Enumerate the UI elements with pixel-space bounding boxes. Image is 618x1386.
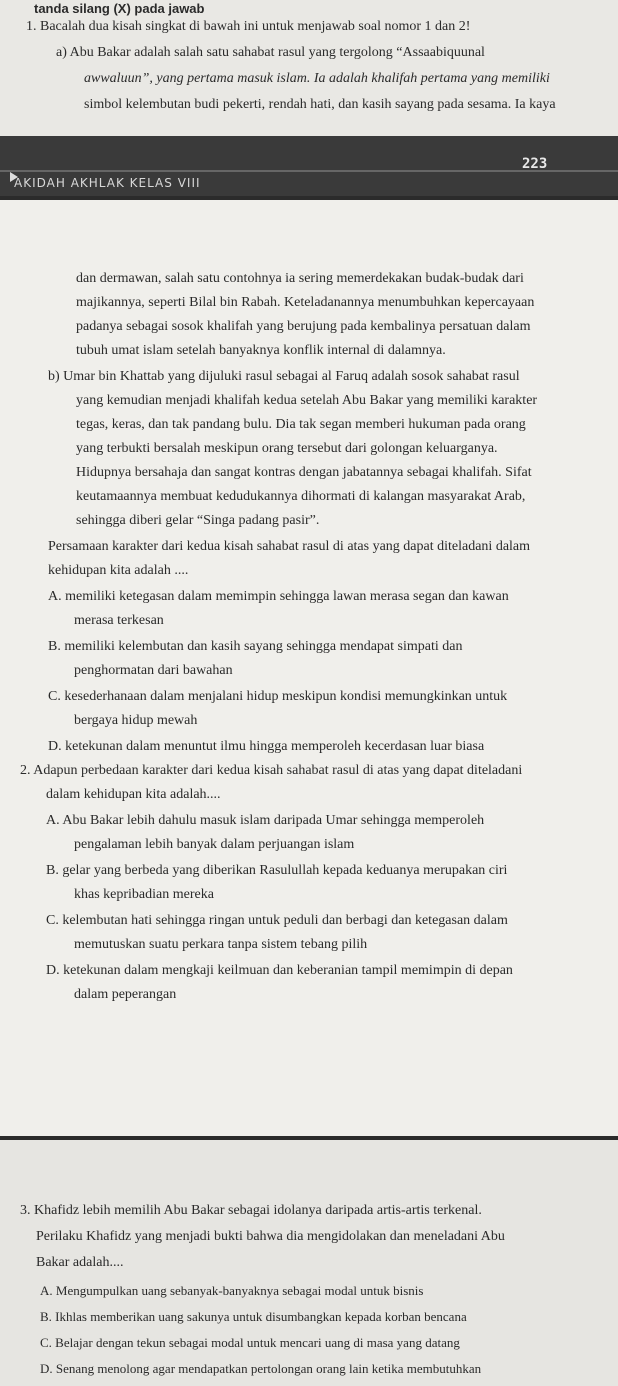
question-line: Perilaku Khafidz yang menjadi bukti bahwa dia mengidolakan dan meneladani Abu: [36, 1229, 505, 1244]
question-line: dalam kehidupan kita adalah....: [46, 787, 221, 802]
option-line: khas kepribadian mereka: [74, 887, 214, 902]
text-line: yang terbukti bersalah meskipun orang tersebut dari golongan keluarganya.: [76, 441, 498, 456]
text-line: b) Umar bin Khattab yang dijuluki rasul sebagai al Faruq adalah sosok sahabat rasul: [48, 369, 520, 384]
option-line: penghormatan dari bawahan: [74, 663, 233, 678]
question-line: Bakar adalah....: [36, 1255, 124, 1270]
page-number: 223: [522, 156, 548, 172]
question-line: 2. Adapun perbedaan karakter dari kedua kisah sahabat rasul di atas yang dapat diteladani: [20, 763, 523, 778]
instruction-1: 1. Bacalah dua kisah singkat di bawah ini untuk menjawab soal nomor 1 dan 2!: [26, 19, 471, 34]
text-line: Hidupnya bersahaja dan sangat kontras dengan jabatannya sebagai khalifah. Sifat: [76, 465, 532, 480]
option-line: dalam peperangan: [74, 987, 177, 1002]
option-line: pengalaman lebih banyak dalam perjuangan islam: [74, 837, 355, 852]
photo-page-middle: [0, 200, 618, 1136]
text-line: keutamaannya membuat kedudukannya dihormati di kalangan masyarakat Arab,: [76, 489, 526, 504]
option-line: memutuskan suatu perkara tanpa sistem tebang pilih: [74, 937, 368, 952]
story-a-line-1: a) Abu Bakar adalah salah satu sahabat rasul yang tergolong “Assaabiquunal: [56, 45, 485, 60]
photo-page-top: [0, 0, 618, 196]
text-line: Persamaan karakter dari kedua kisah sahabat rasul di atas yang dapat diteladani dalam: [48, 539, 531, 554]
option-line: D. Senang menolong agar mendapatkan pertolongan orang lain ketika membutuhkan: [40, 1361, 482, 1376]
option-line: B. memiliki kelembutan dan kasih sayang sehingga mendapat simpati dan: [48, 639, 463, 654]
option-line: B. gelar yang berbeda yang diberikan Rasulullah kepada keduanya merupakan ciri: [46, 863, 508, 878]
running-head: AKIDAH AKHLAK KELAS VIII: [14, 176, 201, 190]
option-line: A. Abu Bakar lebih dahulu masuk islam daripada Umar sehingga memperoleh: [46, 813, 485, 828]
question-line: 3. Khafidz lebih memilih Abu Bakar sebagai idolanya daripada artis-artis terkenal.: [20, 1203, 482, 1218]
option-line: A. memiliki ketegasan dalam memimpin sehingga lawan merasa segan dan kawan: [48, 589, 509, 604]
option-line: C. kelembutan hati sehingga ringan untuk peduli dan berbagi dan ketegasan dalam: [46, 913, 508, 928]
text-line: majikannya, seperti Bilal bin Rabah. Keteladanannya menumbuhkan kepercayaan: [76, 295, 535, 310]
text-line: tegas, keras, dan tak pandang bulu. Dia tak segan memberi hukuman pada orang: [76, 417, 526, 432]
option-line: D. ketekunan dalam mengkaji keilmuan dan keberanian tampil memimpin di depan: [46, 963, 513, 978]
text-line: padanya sebagai sosok khalifah yang berujung pada kembalinya persatuan dalam: [76, 319, 531, 334]
option-line: C. kesederhanaan dalam menjalani hidup meskipun kondisi memungkinkan untuk: [48, 689, 508, 704]
option-line: merasa terkesan: [74, 613, 164, 628]
text-line: tubuh umat islam setelah banyaknya konflik internal di dalamnya.: [76, 343, 446, 358]
text-line: kehidupan kita adalah ....: [48, 563, 189, 578]
text-line: yang kemudian menjadi khalifah kedua setelah Abu Bakar yang memiliki karakter: [76, 393, 538, 408]
story-a-line-2: awwaluun”, yang pertama masuk islam. Ia adalah khalifah pertama yang memiliki: [84, 71, 550, 86]
text-line: dan dermawan, salah satu contohnya ia sering memerdekakan budak-budak dari: [76, 271, 524, 286]
option-line: B. Ikhlas memberikan uang sakunya untuk disumbangkan kepada korban bencana: [40, 1309, 467, 1324]
story-a-line-3: simbol kelembutan budi pekerti, rendah hati, dan kasih sayang pada sesama. Ia kaya: [84, 97, 556, 112]
option-line: bergaya hidup mewah: [74, 713, 198, 728]
option-line: D. ketekunan dalam menuntut ilmu hingga memperoleh kecerdasan luar biasa: [48, 739, 485, 754]
option-line: C. Belajar dengan tekun sebagai modal untuk mencari uang di masa yang datang: [40, 1335, 460, 1350]
photo-page-bottom: [0, 1140, 618, 1386]
option-line: A. Mengumpulkan uang sebanyak-banyaknya sebagai modal untuk bisnis: [40, 1283, 424, 1298]
top-cut-text: tanda silang (X) pada jawab: [34, 1, 205, 16]
text-line: sehingga diberi gelar “Singa padang pasir”.: [76, 513, 320, 528]
